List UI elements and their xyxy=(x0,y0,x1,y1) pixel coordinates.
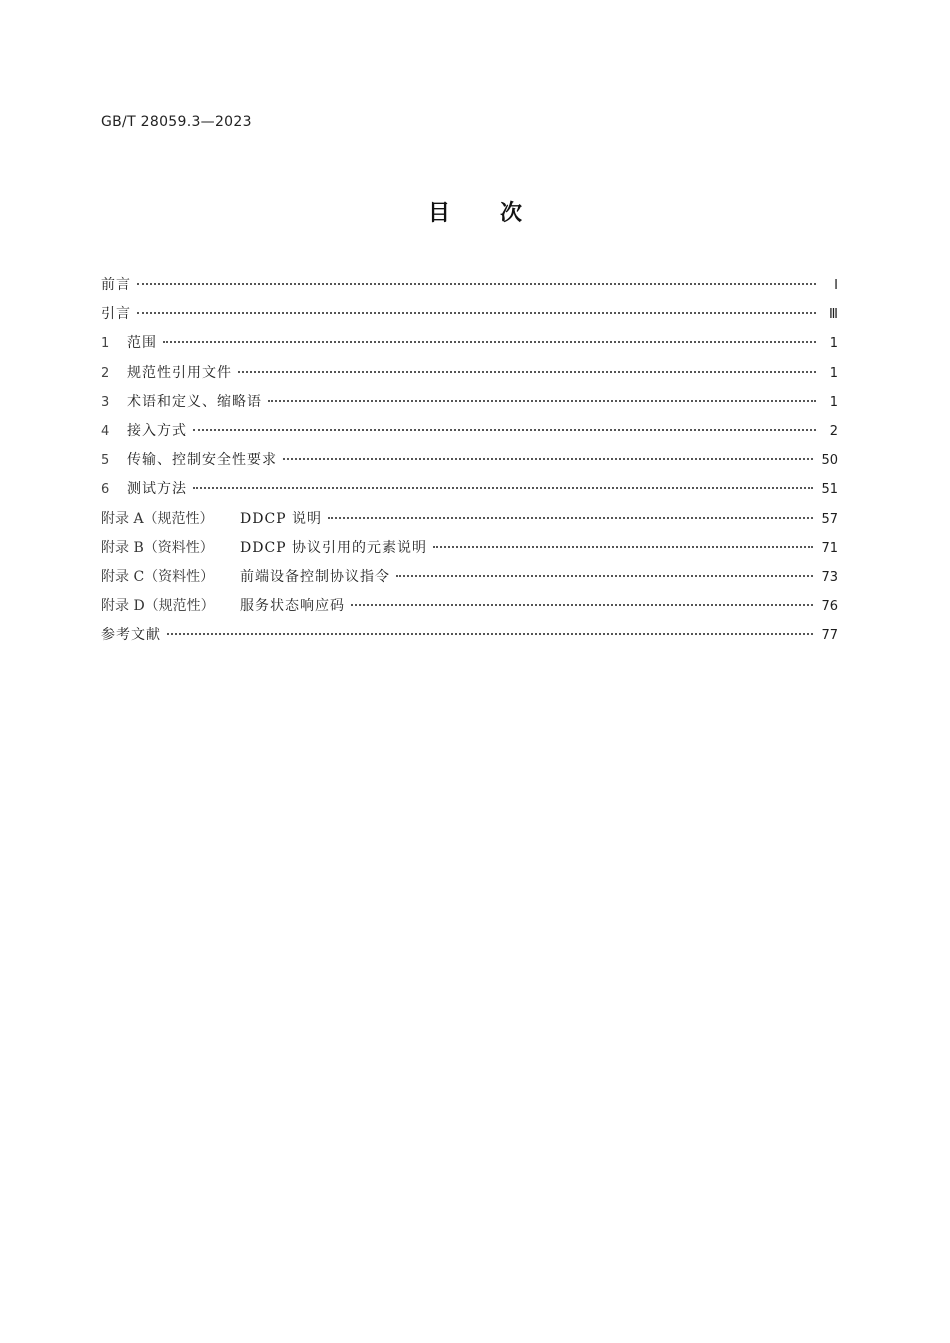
toc-entry-title: 参考文献 xyxy=(101,627,161,644)
toc-entry-title: 引言 xyxy=(101,306,131,323)
toc-dot-leader xyxy=(163,341,816,343)
toc-entry-page: Ⅲ xyxy=(829,307,838,323)
toc-dot-leader xyxy=(238,371,816,373)
toc-dot-leader xyxy=(193,429,816,431)
toc-entry-bibliography[interactable] xyxy=(101,624,838,653)
toc-entry-page: 1 xyxy=(829,336,838,352)
toc-entry-prefix: 附录 C（资料性） xyxy=(101,568,215,585)
toc-entry-number: 3 xyxy=(101,394,110,410)
toc-entry-prefix: 附录 D（规范性） xyxy=(101,598,215,615)
toc-entry-page: 73 xyxy=(821,569,838,585)
toc-dot-leader xyxy=(328,517,813,519)
toc-entry-title: DDCP 说明 xyxy=(240,510,323,527)
toc-entry-security-requirements[interactable] xyxy=(101,449,838,478)
toc-entry-page: 51 xyxy=(821,482,838,498)
toc-entry-foreword[interactable] xyxy=(101,274,838,303)
toc-entry-test-methods[interactable] xyxy=(101,478,838,507)
toc-entry-title: 接入方式 xyxy=(127,422,187,439)
toc-entry-scope[interactable] xyxy=(101,332,838,361)
toc-entry-page: 76 xyxy=(821,599,838,615)
toc-entry-title: 传输、控制安全性要求 xyxy=(127,452,277,469)
toc-entry-annex-d[interactable] xyxy=(101,595,838,624)
toc-dot-leader xyxy=(283,458,813,460)
toc-entry-title: DDCP 协议引用的元素说明 xyxy=(240,539,428,556)
toc-entry-prefix: 附录 B（资料性） xyxy=(101,539,214,556)
toc-entry-title: 前言 xyxy=(101,277,131,293)
toc-entry-introduction[interactable] xyxy=(101,303,838,332)
toc-dot-leader xyxy=(268,400,816,402)
toc-entry-page: 57 xyxy=(821,511,838,527)
toc-dot-leader xyxy=(351,604,813,606)
toc-entry-title: 测试方法 xyxy=(127,481,187,498)
toc-dot-leader xyxy=(193,487,813,489)
toc-entry-annex-c[interactable] xyxy=(101,566,838,595)
toc-entry-title: 范围 xyxy=(127,335,157,352)
toc-entry-page: 77 xyxy=(821,628,838,644)
toc-entry-title: 规范性引用文件 xyxy=(127,364,232,381)
toc-entry-number: 2 xyxy=(101,365,110,381)
toc-entry-access-methods[interactable] xyxy=(101,420,838,449)
toc-entry-page: I xyxy=(834,278,838,293)
toc-dot-leader xyxy=(137,312,816,314)
toc-entry-title: 术语和定义、缩略语 xyxy=(127,393,262,410)
toc-entry-number: 6 xyxy=(101,482,110,498)
toc-entry-title: 服务状态响应码 xyxy=(240,598,345,615)
toc-dot-leader xyxy=(396,575,813,577)
toc-entry-number: 4 xyxy=(101,423,110,439)
toc-entry-page: 71 xyxy=(821,540,838,556)
toc-entry-title: 前端设备控制协议指令 xyxy=(240,568,390,585)
toc-entry-terms[interactable] xyxy=(101,391,838,420)
toc-entry-page: 2 xyxy=(829,423,838,439)
toc-entry-page: 50 xyxy=(821,453,838,469)
toc-list xyxy=(101,274,838,653)
toc-entry-prefix: 附录 A（规范性） xyxy=(101,510,214,527)
toc-entry-number: 5 xyxy=(101,453,110,469)
toc-entry-page: 1 xyxy=(829,365,838,381)
toc-dot-leader xyxy=(137,283,816,285)
toc-entry-annex-b[interactable] xyxy=(101,537,838,566)
toc-entry-annex-a[interactable] xyxy=(101,508,838,537)
toc-entry-normative-references[interactable] xyxy=(101,362,838,391)
toc-title: 目次 xyxy=(427,201,572,226)
standard-code: GB/T 28059.3—2023 xyxy=(101,114,252,130)
toc-dot-leader xyxy=(167,633,813,635)
toc-dot-leader xyxy=(433,546,813,548)
toc-entry-number: 1 xyxy=(101,336,110,352)
toc-entry-page: 1 xyxy=(829,394,838,410)
